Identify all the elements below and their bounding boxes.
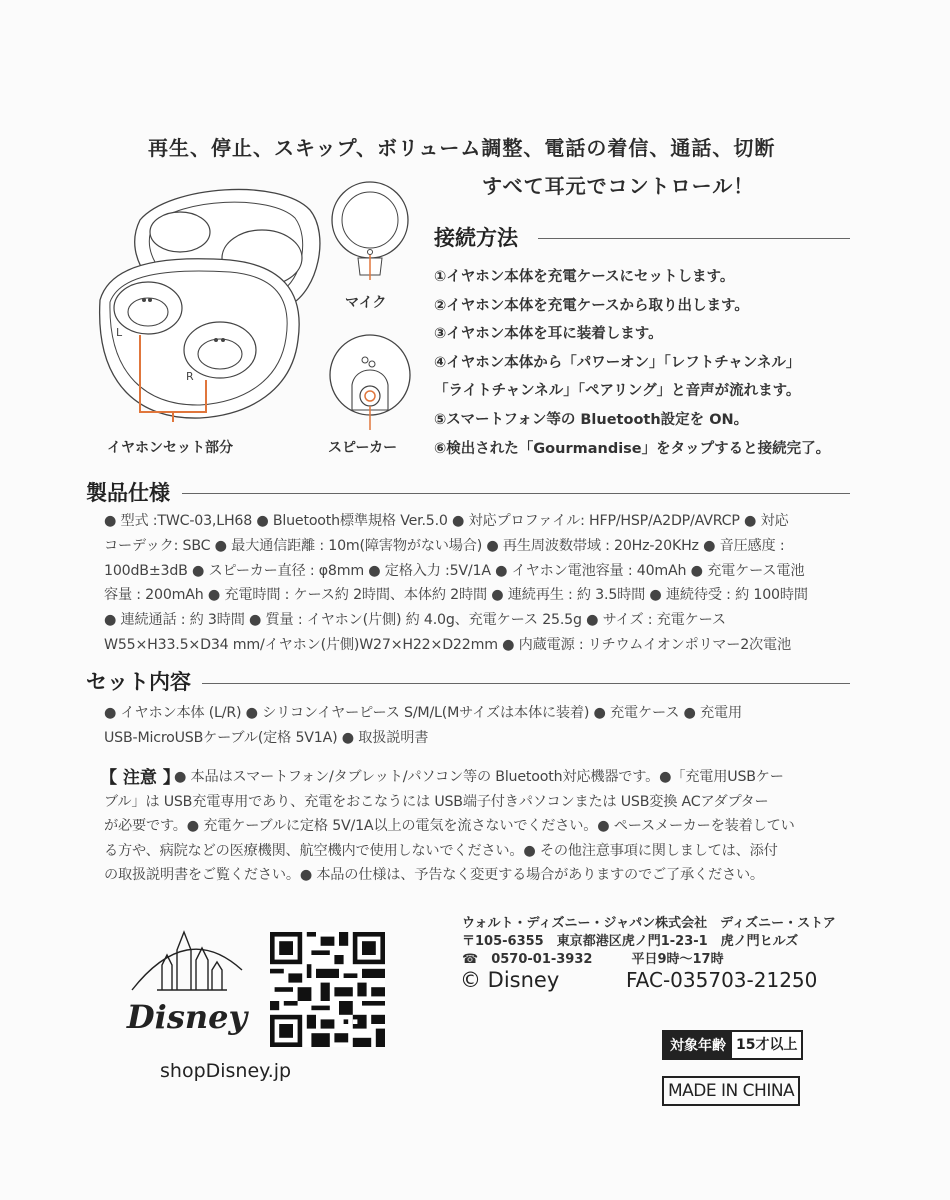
connection-step: ⑤スマートフォン等の Bluetooth設定を ON。 bbox=[434, 412, 749, 428]
product-code: FAC-035703-21250 bbox=[626, 968, 818, 992]
speaker-label: スピーカー bbox=[328, 440, 398, 456]
right-mark: R bbox=[186, 370, 194, 383]
connection-step: ②イヤホン本体を充電ケースから取り出します。 bbox=[434, 298, 749, 314]
connection-step: ③イヤホン本体を耳に装着します。 bbox=[434, 326, 663, 342]
specs-rule bbox=[182, 493, 850, 494]
spec-line: 容量 : 200mAh ● 充電時間 : ケース約 2時間、本体約 2時間 ● 連続再生 : 約 3.5時間 ● 連続待受 : 約 100時間 bbox=[104, 587, 808, 603]
disney-wordmark: Disney bbox=[126, 998, 248, 1036]
connection-step: ⑥検出された「Gourmandise」をタップすると接続完了。 bbox=[434, 441, 831, 457]
connection-title: 接続方法 bbox=[434, 226, 518, 250]
spec-line: W55×H33.5×D34 mm/イヤホン(片側)W27×H22×D22mm ● 内蔵電源 : リチウムイオンポリマー2次電池 bbox=[104, 637, 791, 653]
spec-line: コーデック: SBC ● 最大通信距離 : 10m(障害物がない場合) ● 再生周波数帯域 : 20Hz-20KHz ● 音圧感度 : bbox=[104, 538, 785, 554]
age-badge bbox=[662, 1030, 803, 1060]
left-mark: L bbox=[116, 326, 123, 339]
contents-line: USB-MicroUSBケーブル(定格 5V1A) ● 取扱説明書 bbox=[104, 730, 429, 746]
headline-2: すべて耳元でコントロール！ bbox=[482, 174, 755, 198]
spec-line: ● 型式 :TWC-03,LH68 ● Bluetooth標準規格 Ver.5.0 ● 対応プロファイル: HFP/HSP/A2DP/AVRCP ● 対応 bbox=[104, 513, 789, 529]
disney-castle-logo bbox=[112, 920, 262, 1040]
age-label: 対象年齢 bbox=[664, 1032, 732, 1058]
caution-line: の取扱説明書をご覧ください。● 本品の仕様は、予告なく変更する場合がありますのでご了承ください。 bbox=[104, 867, 764, 883]
age-value: 15才以上 bbox=[732, 1032, 801, 1058]
caution-line: ● 本品はスマートフォン/タブレット/パソコン等の Bluetooth対応機器です。●「充電用USBケー bbox=[174, 769, 784, 785]
earbud-mic-icon bbox=[332, 182, 408, 280]
made-in-label: MADE IN CHINA bbox=[662, 1076, 800, 1106]
copyright: © Disney bbox=[460, 968, 560, 992]
connection-step: ①イヤホン本体を充電ケースにセットします。 bbox=[434, 269, 735, 285]
company-name: ウォルト・ディズニー・ジャパン株式会社 ディズニー・ストア bbox=[462, 916, 836, 931]
caution-line: が必要です。● 充電ケーブルに定格 5V/1A以上の電気を流さないでください。● ペースメーカーを装着してい bbox=[104, 818, 795, 834]
connection-step: ④イヤホン本体から「パワーオン」「レフトチャンネル」 bbox=[434, 355, 801, 371]
connection-step: 「ライトチャンネル」「ペアリング」と音声が流れます。 bbox=[434, 383, 801, 399]
company-phone: ☎ 0570-01-3932 平日9時～17時 bbox=[462, 952, 724, 967]
charging-case-icon bbox=[100, 189, 320, 422]
headline-1: 再生、停止、スキップ、ボリューム調整、電話の着信、通話、切断 bbox=[148, 136, 776, 160]
earbud-speaker-icon bbox=[330, 335, 410, 430]
caution-line: ブル」は USB充電専用であり、充電をおこなうには USB端子付きパソコンまたは USB変換 ACアダプター bbox=[104, 794, 769, 810]
spec-line: ● 連続通話 : 約 3時間 ● 質量 : イヤホン(片側) 約 4.0g、充電ケース 25.5g ● サイズ : 充電ケース bbox=[104, 612, 726, 628]
company-address: 〒105-6355 東京都港区虎ノ門1-23-1 虎ノ門ヒルズ bbox=[462, 934, 799, 949]
spec-line: 100dB±3dB ● スピーカー直径 : φ8mm ● 定格入力 :5V/1A ● イヤホン電池容量 : 40mAh ● 充電ケース電池 bbox=[104, 563, 805, 579]
earbud-set-label: イヤホンセット部分 bbox=[107, 440, 233, 456]
mic-label: マイク bbox=[345, 295, 387, 311]
contents-rule bbox=[202, 683, 850, 684]
product-diagram bbox=[80, 180, 430, 470]
connection-rule bbox=[538, 238, 850, 239]
caution-line: る方や、病院などの医療機関、航空機内で使用しないでください。● その他注意事項に関しましては、添付 bbox=[104, 843, 778, 859]
caution-label: 【 注意 】 bbox=[100, 768, 180, 788]
contents-title: セット内容 bbox=[86, 670, 191, 694]
qr-code-icon[interactable] bbox=[270, 932, 385, 1047]
shop-site[interactable]: shopDisney.jp bbox=[160, 1060, 292, 1082]
specs-title: 製品仕様 bbox=[86, 481, 170, 505]
contents-line: ● イヤホン本体 (L/R) ● シリコンイヤーピース S/M/L(Mサイズは本体に装着) ● 充電ケース ● 充電用 bbox=[104, 705, 743, 721]
